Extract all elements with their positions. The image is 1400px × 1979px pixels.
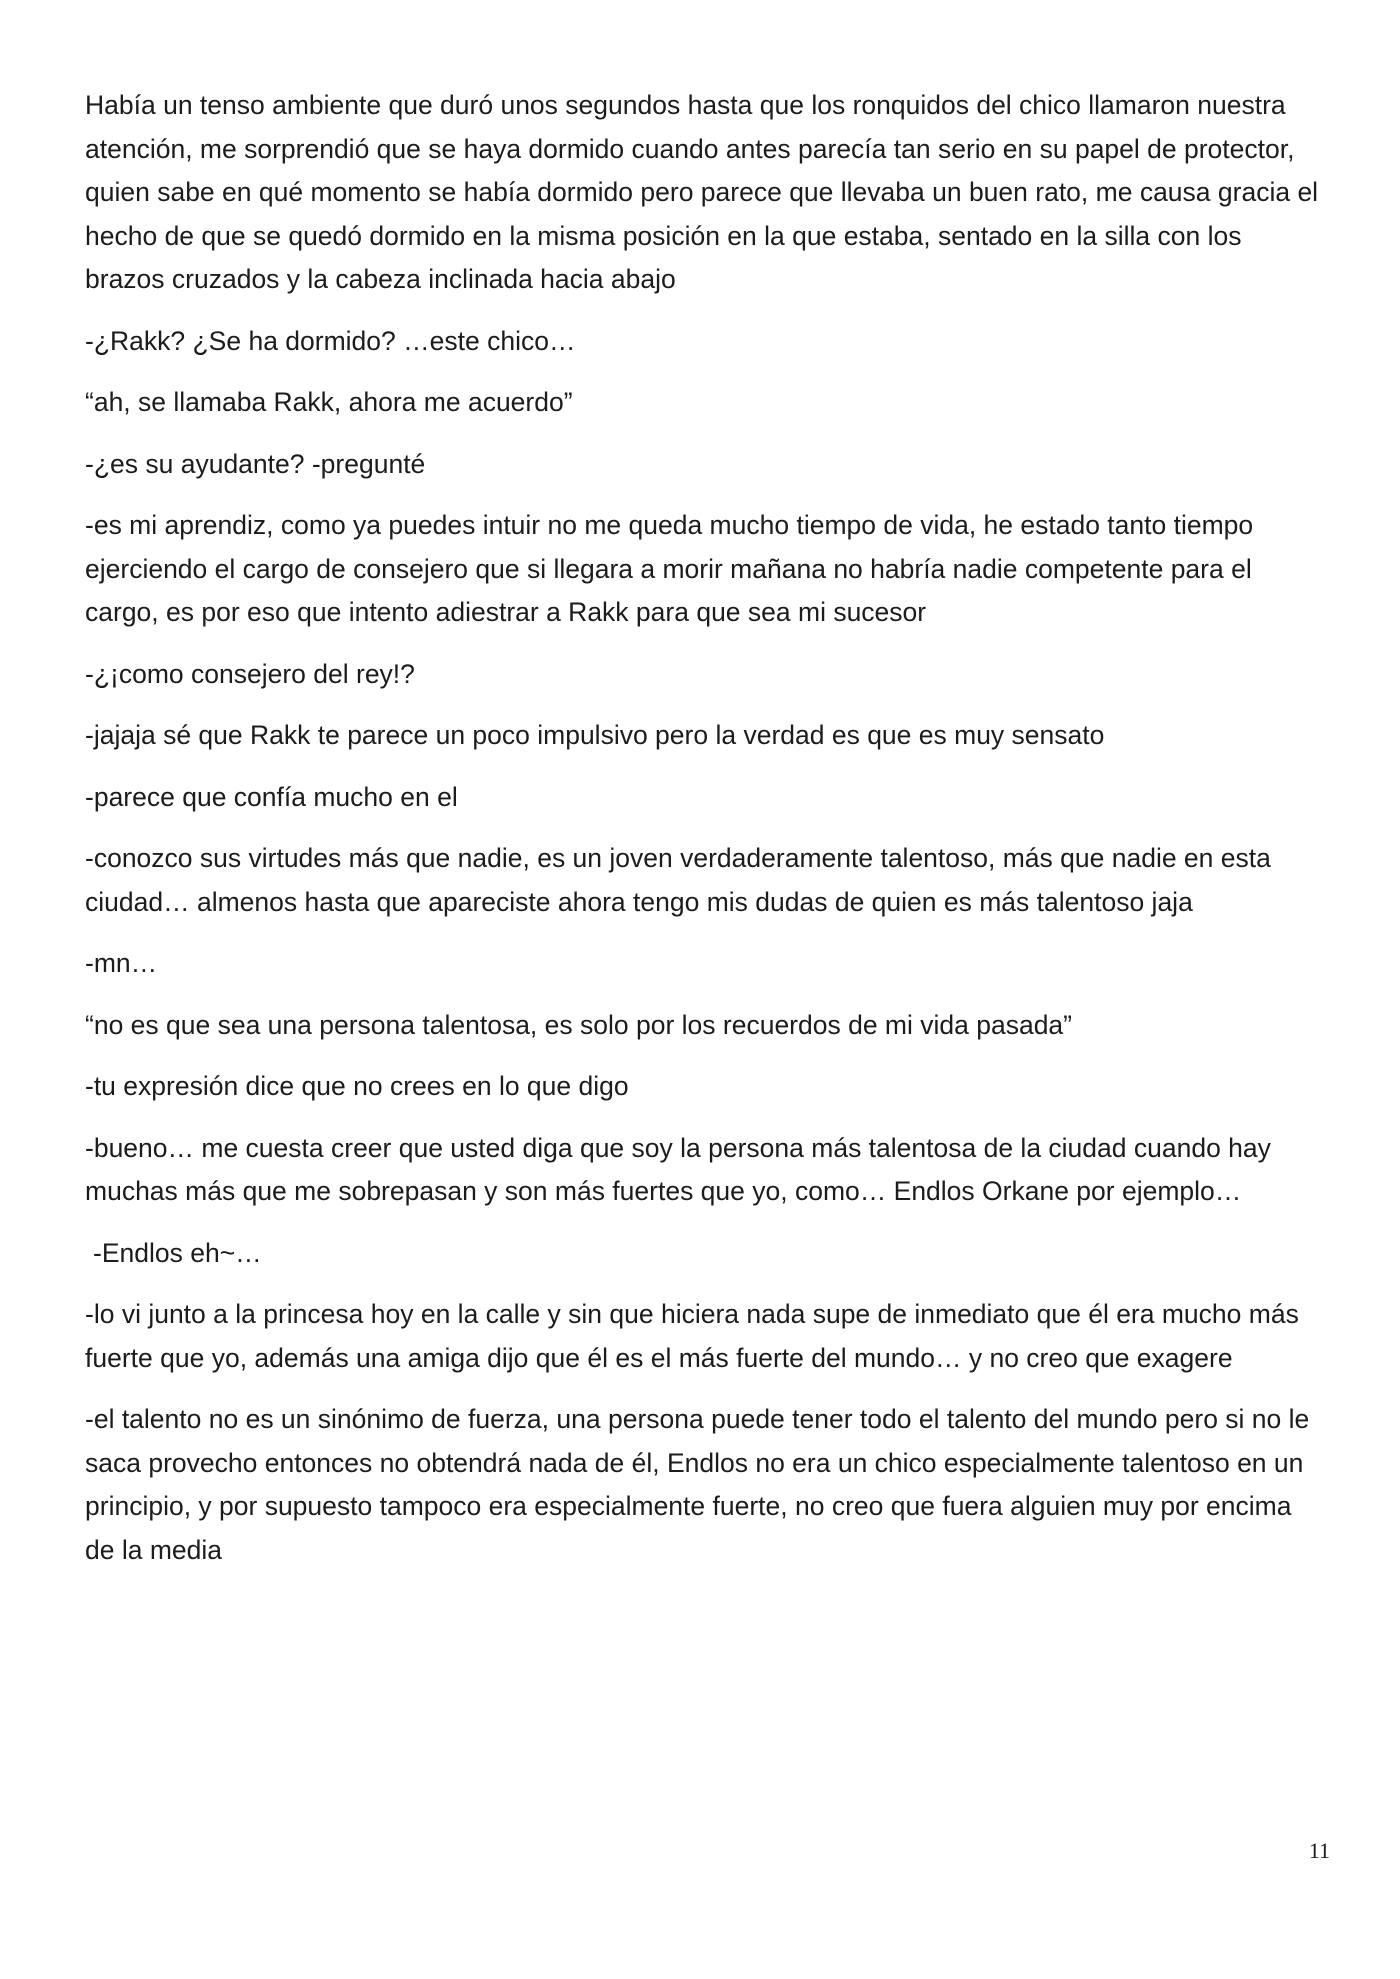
paragraph-2: -¿Rakk? ¿Se ha dormido? …este chico… xyxy=(85,325,576,356)
paragraph-5: -es mi aprendiz, como ya puedes intuir no me queda mucho tiempo de vida, he estado tanto tiempo ejerciendo el cargo de consejero que si llegara a morir mañana no habría nadie competente para el cargo, es por eso que intento adiestrar a Rakk para que sea mi sucesor xyxy=(85,510,1254,627)
paragraph-4: -¿es su ayudante? -pregunté xyxy=(85,448,426,479)
paragraph-13: -bueno… me cuesta creer que usted diga que soy la persona más talentosa de la ciudad cuando hay muchas más que me sobrepasan y son más fuertes que yo, como… Endlos Orkane por ejemplo… xyxy=(85,1132,1271,1206)
paragraph-3: “ah, se llamaba Rakk, ahora me acuerdo” xyxy=(85,387,573,417)
paragraph-8: -parece que confía mucho en el xyxy=(85,781,458,812)
paragraph-16: -el talento no es un sinónimo de fuerza, una persona puede tener todo el talento del mundo pero si no le saca provecho entonces no obtendrá nada de él, Endlos no era un chico especialmente talentoso en un principio, y por supuesto tampoco era especialmente fuerte, no creo que fuera alguien muy por encima de la media xyxy=(85,1404,1310,1565)
paragraph-10: -mn… xyxy=(85,948,158,978)
paragraph-14: -Endlos eh~… xyxy=(93,1237,262,1268)
paragraph-6: -¿¡como consejero del rey!? xyxy=(85,658,415,689)
paragraph-7: -jajaja sé que Rakk te parece un poco impulsivo pero la verdad es que es muy sensato xyxy=(85,720,1105,750)
paragraph-12: -tu expresión dice que no crees en lo que digo xyxy=(85,1071,629,1101)
paragraph-11: “no es que sea una persona talentosa, es solo por los recuerdos de mi vida pasada” xyxy=(85,1009,1072,1040)
body-text xyxy=(85,84,1325,1590)
paragraph-15: -lo vi junto a la princesa hoy en la calle y sin que hiciera nada supe de inmediato que él era mucho más fuerte que yo, además una amiga dijo que él es el más fuerte del mundo… y no creo que exagere xyxy=(85,1299,1299,1373)
paragraph-1: Había un tenso ambiente que duró unos segundos hasta que los ronquidos del chico llamaron nuestra atención, me sorprendió que se haya dormido cuando antes parecía tan serio en su papel de protector, quien sabe en qué momento se había dormido pero parece que llevaba un buen rato, me causa gracia el hecho de que se quedó dormido en la misma posición en la que estaba, sentado en la silla con los brazos cruzados y la cabeza inclinada hacia abajo xyxy=(85,90,1319,294)
paragraph-9: -conozco sus virtudes más que nadie, es un joven verdaderamente talentoso, más que nadie en esta ciudad… almenos hasta que apareciste ahora tengo mis dudas de quien es más talentoso jaja xyxy=(85,843,1271,917)
page-number: 11 xyxy=(1308,1838,1330,1863)
